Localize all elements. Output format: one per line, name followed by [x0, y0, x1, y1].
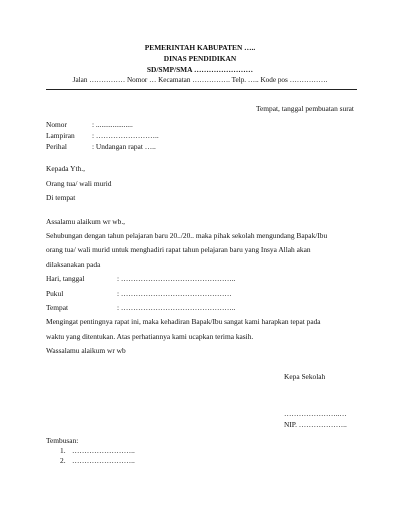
tembusan-item-number: 1. [60, 446, 66, 455]
closing: Wassalamu alaikum wr wb [46, 346, 126, 355]
perihal-value: : Undangan rapat ….. [92, 142, 156, 151]
paragraph2-line1: Mengingat pentingnya rapat ini, maka kehadiran Bapak/Ibu sangat kami harapkan tepat pada [46, 317, 321, 326]
detail-value-place: : ……………………………………….. [117, 303, 236, 312]
paragraph1-line3: dilaksanakan pada [46, 260, 101, 269]
detail-label-time: Pukul [46, 289, 64, 298]
tembusan-item-number: 2. [60, 456, 66, 465]
paragraph1-line1: Sehubungan dengan tahun pelajaran baru 20../20.. maka pihak sekolah mengundang Bapak/Ibu [46, 231, 328, 240]
greeting: Assalamu alaikum wr wb., [46, 217, 126, 226]
letterhead-government: PEMERINTAH KABUPATEN ….. [144, 43, 256, 52]
signature-name-line: …………………..… [284, 409, 347, 418]
tembusan-item-text: …………………….. [72, 456, 135, 465]
perihal-label: Perihal [46, 142, 67, 151]
detail-label-place: Tempat [46, 303, 69, 312]
letterhead-address: Jalan …………… Nomor … Kecamatan ……………. Telp. ….. Kode pos ……………. [72, 76, 328, 84]
recipient-name: Orang tua/ wali murid [46, 179, 112, 188]
nomor-label: Nomor [46, 120, 67, 129]
detail-value-date: : ……………………………………….. [117, 274, 236, 283]
signature-nip: NIP. ……………….. [284, 420, 347, 429]
signature-title: Kepa Sekolah [284, 372, 326, 381]
paragraph2-line2: waktu yang ditentukan. Atas perhatiannya kami ucapkan terima kasih. [46, 332, 254, 341]
lampiran-value: : …………………….. [92, 131, 159, 140]
letterhead-school: SD/SMP/SMA …………………… [146, 65, 254, 74]
tembusan-item-text: …………………….. [72, 446, 135, 455]
letterhead-department: DINAS PENDIDIKAN [163, 54, 237, 63]
detail-value-time: : ……………………………………… [117, 289, 232, 298]
recipient-salutation: Kepada Yth., [46, 164, 85, 173]
place-date: Tempat, tanggal pembuatan surat [256, 104, 354, 113]
lampiran-label: Lampiran [46, 131, 75, 140]
letterhead-divider [46, 89, 357, 90]
nomor-value: : .................... [92, 120, 133, 129]
tembusan-label: Tembusan: [46, 436, 79, 445]
paragraph1-line2: orang tua/ wali murid untuk menghadiri rapat tahun pelajaran baru yang Insya Allah akan [46, 245, 311, 254]
recipient-place: Di tempat [46, 193, 76, 202]
detail-label-date: Hari, tanggal [46, 274, 85, 283]
